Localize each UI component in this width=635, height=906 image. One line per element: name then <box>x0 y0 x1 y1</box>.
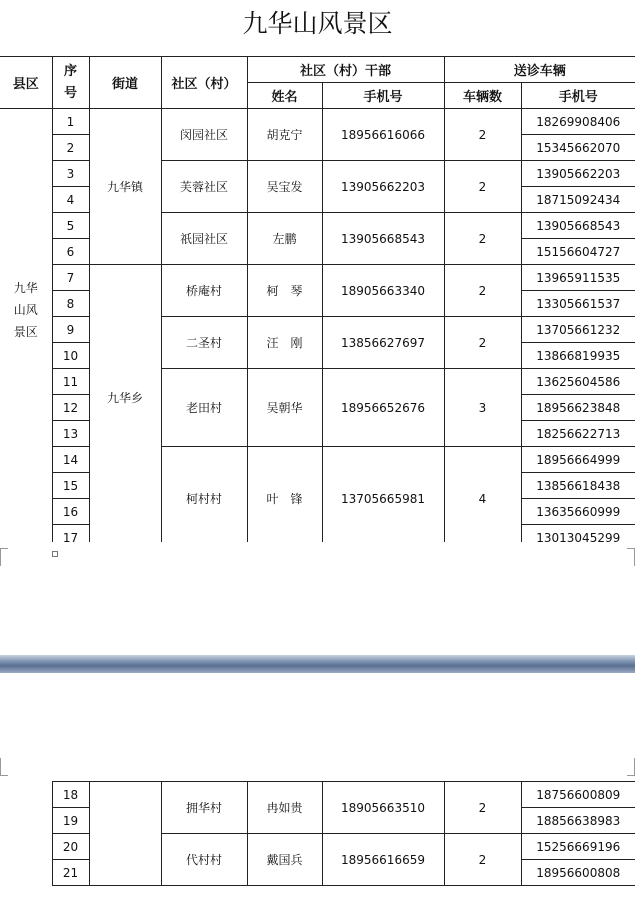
row-index: 9 <box>52 317 89 343</box>
vehicle-phone: 15256669196 <box>521 834 635 860</box>
vehicle-phone: 13856618438 <box>521 473 635 499</box>
row-index: 8 <box>52 291 89 317</box>
header-index-text: 序号 <box>63 63 77 101</box>
page-corner-mark <box>0 758 8 776</box>
vehicle-phone: 18956664999 <box>521 447 635 473</box>
cadre-name: 戴国兵 <box>247 834 322 886</box>
row-index: 16 <box>52 499 89 525</box>
page-separator <box>0 655 635 673</box>
vehicle-phone: 18856638983 <box>521 808 635 834</box>
cadre-name: 汪 刚 <box>247 317 322 369</box>
vehicle-count: 4 <box>444 447 521 543</box>
table-page-2 <box>0 781 635 886</box>
vehicle-phone: 18956623848 <box>521 395 635 421</box>
community-name: 桥庵村 <box>161 265 247 317</box>
community-name: 老田村 <box>161 369 247 447</box>
header-cadre-name: 姓名 <box>247 83 322 109</box>
row-index: 20 <box>52 834 89 860</box>
street-cell: 九华镇 <box>89 109 161 265</box>
cadre-name: 左鹏 <box>247 213 322 265</box>
header-street: 街道 <box>89 57 161 109</box>
vehicle-phone: 13705661232 <box>521 317 635 343</box>
row-index: 3 <box>52 161 89 187</box>
row-index: 13 <box>52 421 89 447</box>
vehicle-phone: 15156604727 <box>521 239 635 265</box>
row-index: 17 <box>52 525 89 543</box>
row-index: 4 <box>52 187 89 213</box>
vehicle-phone: 18956600808 <box>521 860 635 886</box>
vehicle-count: 2 <box>444 161 521 213</box>
header-index <box>52 57 89 109</box>
vehicle-phone: 13866819935 <box>521 343 635 369</box>
county-cell-continued <box>0 782 52 886</box>
cadre-phone: 18956652676 <box>322 369 444 447</box>
cadre-phone: 18956616659 <box>322 834 444 886</box>
community-name: 芙蓉社区 <box>161 161 247 213</box>
vehicle-count: 2 <box>444 317 521 369</box>
community-name: 二圣村 <box>161 317 247 369</box>
table-row <box>0 109 635 135</box>
row-index: 6 <box>52 239 89 265</box>
vehicle-phone: 13305661537 <box>521 291 635 317</box>
vehicle-count: 3 <box>444 369 521 447</box>
row-index: 14 <box>52 447 89 473</box>
row-index: 21 <box>52 860 89 886</box>
header-county: 县区 <box>0 57 52 109</box>
vehicle-phone: 13905668543 <box>521 213 635 239</box>
page-corner-mark <box>627 548 635 566</box>
row-index: 5 <box>52 213 89 239</box>
community-name: 拥华村 <box>161 782 247 834</box>
street-cell: 九华乡 <box>89 265 161 543</box>
header-community: 社区（村） <box>161 57 247 109</box>
vehicle-phone: 15345662070 <box>521 135 635 161</box>
row-index: 12 <box>52 395 89 421</box>
cadre-name: 胡克宁 <box>247 109 322 161</box>
cadre-phone: 13905668543 <box>322 213 444 265</box>
vehicle-count: 2 <box>444 834 521 886</box>
row-index: 19 <box>52 808 89 834</box>
cadre-name: 叶 锋 <box>247 447 322 543</box>
community-name: 柯村村 <box>161 447 247 543</box>
table-page-1 <box>0 56 635 542</box>
vehicle-count: 2 <box>444 265 521 317</box>
cadre-name: 冉如贵 <box>247 782 322 834</box>
cadre-phone: 13905662203 <box>322 161 444 213</box>
page-corner-mark <box>627 758 635 776</box>
vehicle-count: 2 <box>444 213 521 265</box>
community-name: 代村村 <box>161 834 247 886</box>
header-cadre-phone: 手机号 <box>322 83 444 109</box>
vehicle-phone: 13635660999 <box>521 499 635 525</box>
cadre-phone: 18956616066 <box>322 109 444 161</box>
header-cadre-group: 社区（村）干部 <box>247 57 444 83</box>
page-title: 九华山风景区 <box>242 9 393 38</box>
vehicle-phone: 18715092434 <box>521 187 635 213</box>
row-index: 11 <box>52 369 89 395</box>
row-index: 18 <box>52 782 89 808</box>
vehicle-phone: 13905662203 <box>521 161 635 187</box>
row-index: 7 <box>52 265 89 291</box>
vehicle-phone: 18256622713 <box>521 421 635 447</box>
table-row <box>0 265 635 291</box>
cadre-phone: 18905663510 <box>322 782 444 834</box>
cadre-phone: 18905663340 <box>322 265 444 317</box>
vehicle-phone: 13013045299 <box>521 525 635 543</box>
vehicle-phone: 13625604586 <box>521 369 635 395</box>
community-name: 祇园社区 <box>161 213 247 265</box>
header-vehicle-count: 车辆数 <box>444 83 521 109</box>
county-cell <box>0 109 52 543</box>
cadre-phone: 13705665981 <box>322 447 444 543</box>
vehicle-count: 2 <box>444 782 521 834</box>
street-cell-continued <box>89 782 161 886</box>
cadre-name: 吴宝发 <box>247 161 322 213</box>
page-corner-mark <box>0 548 8 566</box>
vehicle-phone: 13965911535 <box>521 265 635 291</box>
cadre-name: 柯 琴 <box>247 265 322 317</box>
contact-table-continued <box>0 781 635 886</box>
vehicle-count: 2 <box>444 109 521 161</box>
anchor-marker <box>52 551 58 557</box>
table-row <box>0 782 635 808</box>
cadre-phone: 13856627697 <box>322 317 444 369</box>
vehicle-phone: 18269908406 <box>521 109 635 135</box>
header-vehicle-group: 送诊车辆 <box>444 57 635 83</box>
vehicle-phone: 18756600809 <box>521 782 635 808</box>
cadre-name: 吴朝华 <box>247 369 322 447</box>
row-index: 15 <box>52 473 89 499</box>
community-name: 闵园社区 <box>161 109 247 161</box>
header-vehicle-phone: 手机号 <box>521 83 635 109</box>
row-index: 10 <box>52 343 89 369</box>
contact-table <box>0 56 635 542</box>
row-index: 2 <box>52 135 89 161</box>
county-name: 九华山风景区 <box>13 280 38 339</box>
row-index: 1 <box>52 109 89 135</box>
